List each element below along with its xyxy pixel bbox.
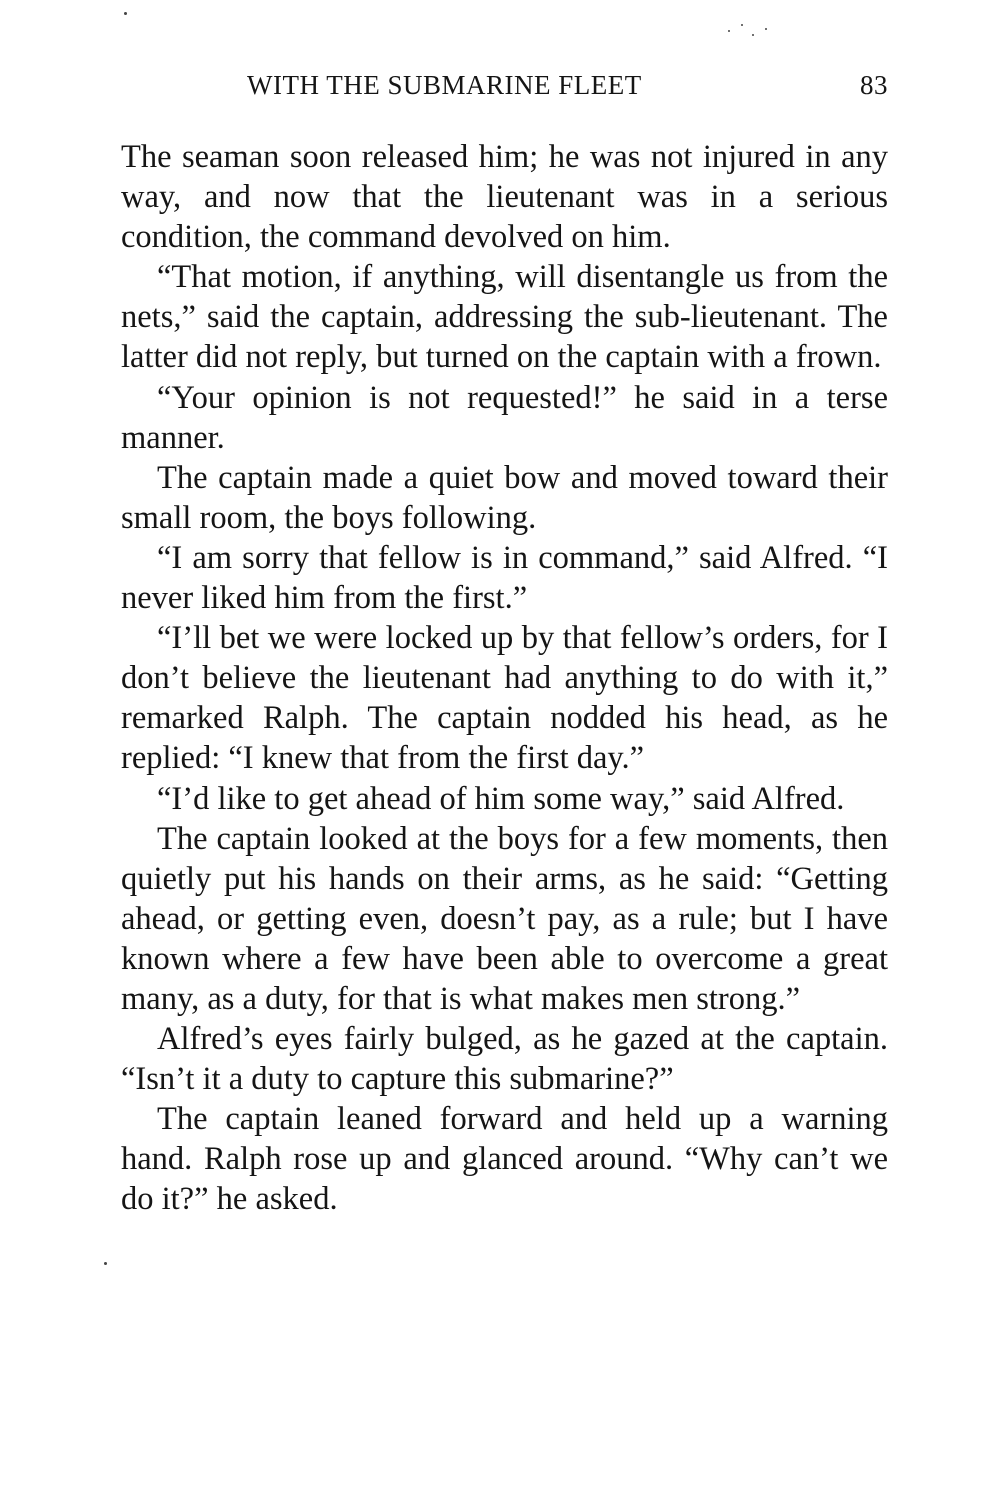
paragraph: The captain made a quiet bow and moved toward their small room, the boys following. (121, 459, 888, 536)
paragraph: “I am sorry that fellow is in command,” said Alfred. “I never liked him from the first.” (121, 539, 888, 617)
paragraph: “That motion, if anything, will disentangle us from the nets,” said the captain, addressing the sub-lieutenant. The latter did not reply, but turned on the captain with a frown. (121, 259, 888, 376)
scan-speck (728, 30, 730, 32)
scan-speck (752, 34, 754, 36)
scan-speck (765, 28, 767, 30)
page-number: 83 (860, 70, 888, 100)
scan-speck (104, 1262, 107, 1265)
paragraph: The captain leaned forward and held up a warning hand. Ralph rose up and glanced around. “Why can’t we do it?” he asked. (121, 1101, 888, 1218)
paragraph: Alfred’s eyes fairly bulged, as he gazed at the captain. “Isn’t it a duty to capture this submarine?” (121, 1021, 888, 1098)
paragraph: “I’ll bet we were locked up by that fellow’s orders, for I don’t believe the lieutenant had anything to do with it,” remarked Ralph. The captain nodded his head, as he replied: “I knew that from the first day.” (121, 620, 888, 777)
paragraph: “Your opinion is not requested!” he said in a terse manner. (121, 379, 888, 456)
scan-speck (741, 24, 743, 26)
running-title: WITH THE SUBMARINE FLEET (247, 70, 642, 100)
scan-speck (124, 12, 127, 15)
paragraph: “I’d like to get ahead of him some way,” said Alfred. (157, 780, 845, 817)
running-head (121, 70, 888, 110)
paragraph: The seaman soon released him; he was not injured in any way, and now that the lieutenant was in a serious condition, the command devolved on him. (121, 139, 888, 256)
body-text (121, 137, 888, 1220)
paragraph: The captain looked at the boys for a few moments, then quietly put his hands on their arms, as he said: “Getting ahead, or getting even, doesn’t pay, as a rule; but I have known where a few have been able to overcome a great many, as a duty, for that is what makes men strong.” (121, 820, 888, 1017)
